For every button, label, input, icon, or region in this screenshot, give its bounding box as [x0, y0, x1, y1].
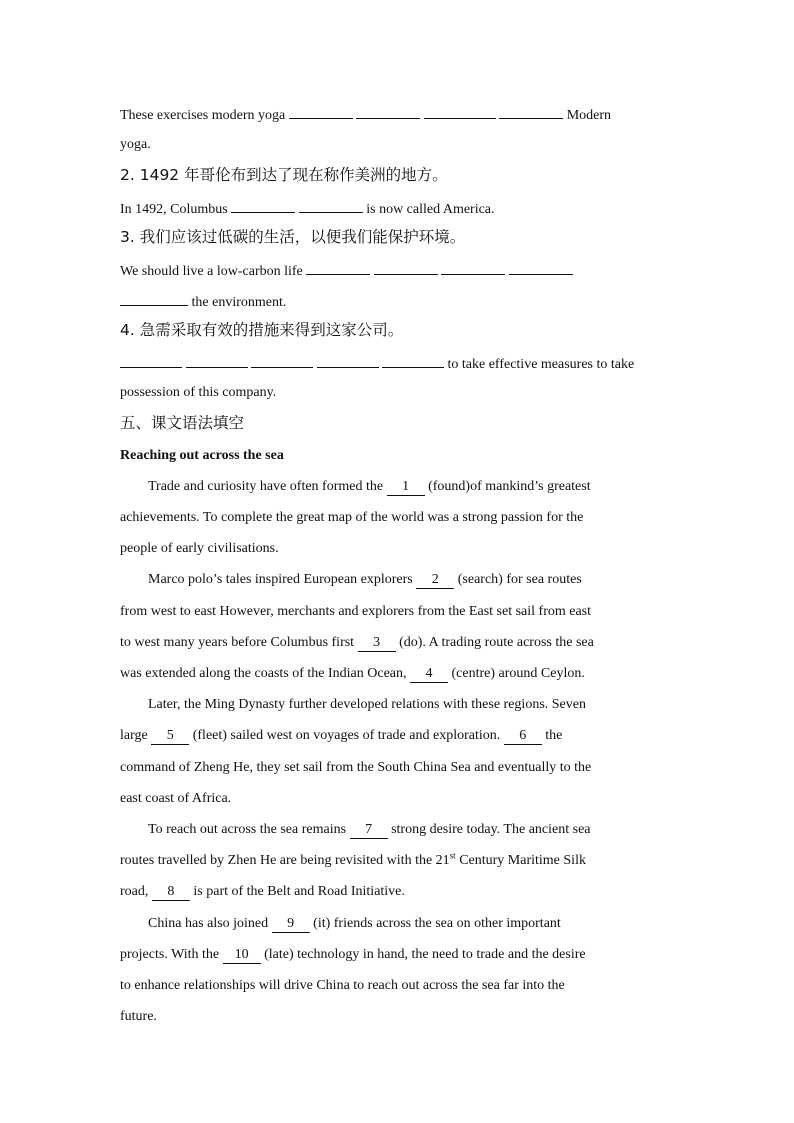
line-text: yoga. — [120, 137, 151, 152]
exercise-line — [120, 352, 680, 375]
answer-blank[interactable] — [289, 103, 353, 119]
line-text: (centre) around Ceylon. — [451, 666, 585, 681]
line-text: These exercises modern yoga — [120, 108, 286, 123]
passage-line: people of early civilisations. — [120, 541, 279, 556]
answer-blank[interactable] — [317, 352, 379, 368]
passage-line — [148, 914, 680, 934]
passage-title: Reaching out across the sea — [120, 448, 284, 463]
blank-1[interactable]: 1 — [387, 479, 425, 496]
line-text: routes travelled by Zhen He are being revisited with the 21 — [120, 853, 450, 868]
passage-line — [148, 820, 680, 840]
blank-5[interactable]: 5 — [151, 728, 189, 745]
blank-3[interactable]: 3 — [358, 635, 396, 652]
line-text: large — [120, 728, 148, 743]
line-text: road, — [120, 884, 149, 899]
line-text: strong desire today. The ancient sea — [391, 822, 591, 837]
passage-line: achievements. To complete the great map of the world was a strong passion for the — [120, 510, 584, 525]
blank-9[interactable]: 9 — [272, 916, 310, 933]
line-text: (search) for sea routes — [457, 572, 582, 587]
line-text: Marco polo’s tales inspired European explorers — [148, 572, 413, 587]
line-text: Trade and curiosity have often formed the — [148, 479, 384, 494]
question-3-chinese: 3. 我们应该过低碳的生活，以便我们能保护环境。 — [120, 228, 466, 246]
superscript: st — [449, 850, 456, 861]
answer-blank[interactable] — [382, 352, 444, 368]
answer-blank[interactable] — [441, 259, 505, 275]
answer-blank[interactable] — [186, 352, 248, 368]
answer-blank[interactable] — [374, 259, 438, 275]
line-text: projects. With the — [120, 947, 220, 962]
line-text: the environment. — [191, 295, 287, 310]
answer-blank[interactable] — [231, 197, 295, 213]
passage-line: from west to east However, merchants and explorers from the East set sail from east — [120, 604, 592, 619]
line-text: to take effective measures to take — [447, 357, 635, 372]
answer-blank[interactable] — [424, 103, 496, 119]
line-text: China has also joined — [148, 916, 269, 931]
line-text: (it) friends across the sea on other important — [313, 916, 561, 931]
line-text: the — [545, 728, 563, 743]
passage-line — [120, 882, 680, 902]
line-text: (fleet) sailed west on voyages of trade and exploration. — [192, 728, 501, 743]
line-text: possession of this company. — [120, 385, 277, 400]
line-text: We should live a low-carbon life — [120, 264, 303, 279]
exercise-line — [120, 259, 680, 282]
passage-line: command of Zheng He, they set sail from the South China Sea and eventually to the — [120, 760, 592, 775]
passage-line: to enhance relationships will drive China to reach out across the sea far into the — [120, 978, 565, 993]
exercise-line — [120, 103, 680, 126]
passage-line — [148, 570, 680, 590]
passage-line: future. — [120, 1009, 157, 1024]
answer-blank[interactable] — [251, 352, 313, 368]
passage-line — [120, 945, 680, 965]
exercise-line — [120, 135, 680, 155]
exercise-line — [120, 290, 680, 313]
line-text: To reach out across the sea remains — [148, 822, 347, 837]
answer-blank[interactable] — [306, 259, 370, 275]
blank-4[interactable]: 4 — [410, 666, 448, 683]
passage-line: Later, the Ming Dynasty further developed relations with these regions. Seven — [148, 697, 586, 712]
passage-line — [148, 477, 680, 497]
blank-6[interactable]: 6 — [504, 728, 542, 745]
answer-blank[interactable] — [120, 290, 188, 306]
exercise-line — [120, 197, 680, 220]
line-text: to west many years before Columbus first — [120, 635, 355, 650]
passage-line: east coast of Africa. — [120, 791, 232, 806]
blank-2[interactable]: 2 — [416, 572, 454, 589]
answer-blank[interactable] — [120, 352, 182, 368]
question-4-chinese: 4. 急需采取有效的措施来得到这家公司。 — [120, 321, 404, 339]
line-text: In 1492, Columbus — [120, 202, 228, 217]
line-text: (found)of mankind’s greatest — [428, 479, 591, 494]
passage-line — [120, 664, 680, 684]
passage-line — [120, 726, 680, 746]
line-text: is now called America. — [366, 202, 495, 217]
passage-line — [120, 851, 680, 871]
answer-blank[interactable] — [299, 197, 363, 213]
line-text: Modern — [566, 108, 612, 123]
question-2-chinese: 2. 1492 年哥伦布到达了现在称作美洲的地方。 — [120, 166, 448, 184]
answer-blank[interactable] — [509, 259, 573, 275]
exercise-line — [120, 383, 680, 403]
line-text: is part of the Belt and Road Initiative. — [193, 884, 405, 899]
blank-10[interactable]: 10 — [223, 947, 261, 964]
answer-blank[interactable] — [499, 103, 563, 119]
section-heading: 五、课文语法填空 — [120, 414, 245, 432]
line-text: (late) technology in hand, the need to trade and the desire — [264, 947, 586, 962]
answer-blank[interactable] — [356, 103, 420, 119]
blank-8[interactable]: 8 — [152, 884, 190, 901]
blank-7[interactable]: 7 — [350, 822, 388, 839]
line-text: was extended along the coasts of the Indian Ocean, — [120, 666, 407, 681]
passage-line — [120, 633, 680, 653]
line-text: (do). A trading route across the sea — [399, 635, 594, 650]
line-text: Century Maritime Silk — [459, 853, 586, 868]
